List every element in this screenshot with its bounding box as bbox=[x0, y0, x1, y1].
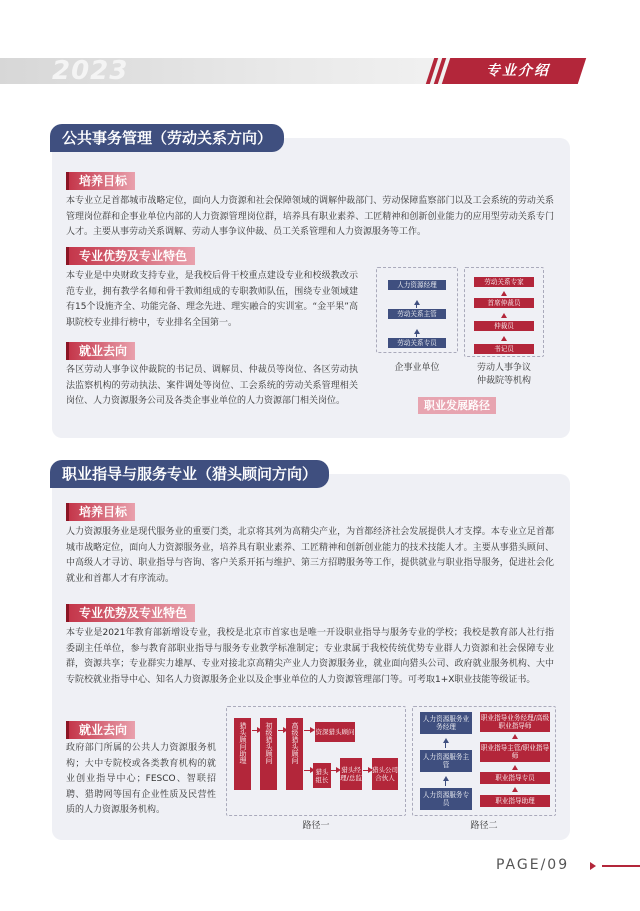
footer-line bbox=[602, 865, 640, 867]
career-box: 书记员 bbox=[474, 344, 534, 354]
path1-step: 资深猎头顾问 bbox=[315, 722, 355, 742]
section2-title: 职业指导与服务专业（猎头顾问方向） bbox=[50, 460, 329, 488]
section1-job-tag: 就业去向 bbox=[66, 342, 135, 360]
section2-goal-tag: 培养目标 bbox=[66, 503, 135, 521]
up-arrow-icon bbox=[501, 313, 507, 318]
up-arrow-icon bbox=[414, 300, 420, 305]
up-arrow-icon bbox=[501, 336, 507, 341]
career-path-label: 职业发展路径 bbox=[418, 397, 496, 414]
connector bbox=[445, 742, 446, 748]
path2-step: 职业指导业务经理/高级职业指导师 bbox=[480, 713, 550, 730]
up-arrow-icon bbox=[443, 776, 449, 781]
section1-adv-tag: 专业优势及专业特色 bbox=[66, 247, 195, 265]
right-arrow-icon bbox=[252, 730, 258, 731]
path2-step: 职业指导助理 bbox=[480, 795, 550, 807]
right-arrow-icon bbox=[331, 770, 337, 771]
connector bbox=[445, 780, 446, 786]
career-box: 劳动关系主管 bbox=[388, 309, 446, 319]
career-box: 劳动关系专员 bbox=[388, 338, 446, 348]
right-arrow-icon bbox=[278, 730, 284, 731]
right-arrow-icon bbox=[363, 770, 369, 771]
path2-step: 职业指导专员 bbox=[480, 772, 550, 784]
right-arrow-icon bbox=[304, 730, 311, 731]
path2-step: 人力资源服务专员 bbox=[420, 788, 472, 810]
career-box: 人力资源经理 bbox=[388, 280, 446, 290]
section2-adv-text: 本专业是2021年教育部新增设专业，我校是北京市首家也是唯一开设职业指导与服务专业的学校；我校是教育部人社行指委副主任单位，参与教育部职业指导与服务专业教学标准制定；专业隶属于我校传统优势专业群人力资源和社会保障专业群，资源共享；专业群实力雄厚、专业对接北京高精尖产业人力资源服务业，就业面向猎头公司、政府就业服务机构、大中专院校就业指导中心、知名人力资源服务企业以及企事业单位的人力资源管理部门等。可考取1+X职业技能等级证书。 bbox=[66, 628, 554, 685]
up-arrow-icon bbox=[512, 765, 518, 770]
section1-adv-text: 本专业是中央财政支持专业，是我校后骨干校重点建设专业和校级教改示范专业，拥有教学名师和骨干教师组成的专职教师队伍，围绕专业领域建有15个设施齐全、功能完备、理念先进、理实融合的实训室。“金平果”高职院校专业排行榜中，专业排名全国第一。 bbox=[66, 271, 358, 328]
path2-caption: 路径二 bbox=[470, 821, 498, 831]
path2-step: 职业指导主管/职业指导师 bbox=[480, 743, 550, 760]
section2-job-text: 政府部门所属的公共人力资源服务机构；大中专院校或各类教育机构的就业创业指导中心；FESCO、智联招聘、猎聘网等国有企业性质及民营性质的人力资源服务机构。 bbox=[66, 743, 216, 815]
path1-step: 猎头公司合伙人 bbox=[372, 758, 398, 790]
path1-step: 初级猎头顾问 bbox=[260, 718, 277, 790]
up-arrow-icon bbox=[501, 291, 507, 296]
section1-title: 公共事务管理（劳动关系方向） bbox=[50, 124, 284, 152]
section2-goal-text: 人力资源服务业是现代服务业的重要门类，北京将其列为高精尖产业，为首都经济社会发展提供人才支撑。本专业立足首都城市战略定位，面向人力资源服务业，培养具有职业素养、工匠精神和创新创业能力的技术技能人才。主要从事猎头顾问、中高级人才寻访、职业指导与咨询、客户关系开拓与维护、第三方招聘服务等工作，提供就业与职业指导服务，促进社会化就业和首都人才有序流动。 bbox=[66, 527, 554, 584]
path1-step: 猎头经理/总监 bbox=[340, 758, 362, 790]
path1-step: 猎头顾问助理 bbox=[234, 718, 251, 790]
header-year: 2023 bbox=[52, 56, 129, 86]
connector bbox=[416, 333, 417, 337]
up-arrow-icon bbox=[414, 329, 420, 334]
section1-goal-tag: 培养目标 bbox=[66, 172, 135, 190]
career-box: 首席仲裁员 bbox=[474, 298, 534, 308]
path2-step: 人力资源服务业务经理 bbox=[420, 712, 472, 734]
path2-step: 人力资源服务主管 bbox=[420, 750, 472, 772]
arbitration-caption-2: 仲裁院等机构 bbox=[476, 376, 531, 386]
page-header bbox=[0, 58, 640, 84]
path1-step: 高级猎头顾问 bbox=[286, 718, 303, 790]
section1-job-text: 各区劳动人事争议仲裁院的书记员、调解员、仲裁员等岗位、各区劳动执法监察机构的劳动执法、案件调处等岗位、工会系统的劳动关系管理相关岗位、人力资源服务公司及各类企事业单位的人力资源部门相关岗位。 bbox=[66, 365, 358, 406]
header-section-label: 专业介绍 bbox=[486, 63, 550, 79]
path1-step: 猎头组长 bbox=[313, 763, 331, 788]
section2-job-tag: 就业去向 bbox=[66, 721, 135, 739]
path1-caption: 路径一 bbox=[302, 821, 330, 831]
career-box: 劳动关系专家 bbox=[474, 277, 534, 287]
up-arrow-icon bbox=[512, 787, 518, 792]
footer-triangle-icon bbox=[590, 862, 596, 870]
right-arrow-icon bbox=[304, 770, 311, 771]
career-box: 仲裁员 bbox=[474, 321, 534, 331]
up-arrow-icon bbox=[443, 738, 449, 743]
enterprise-caption: 企事业单位 bbox=[394, 363, 440, 373]
section1-goal-text: 本专业立足首都城市战略定位，面向人力资源和社会保障领域的调解仲裁部门、劳动保障监察部门以及工会系统的劳动关系管理岗位群和企事业单位内部的人力资源管理岗位群，培养具有职业素养、工匠精神和创新创业能力的应用型劳动关系专门人才。主要从事劳动关系调解、劳动人事争议仲裁、员工关系管理和人力资源服务等工作。 bbox=[66, 196, 554, 237]
page-number: PAGE/09 bbox=[496, 857, 570, 873]
connector bbox=[416, 304, 417, 308]
up-arrow-icon bbox=[512, 734, 518, 739]
section2-adv-tag: 专业优势及专业特色 bbox=[66, 604, 195, 622]
arbitration-caption-1: 劳动人事争议 bbox=[476, 363, 531, 373]
